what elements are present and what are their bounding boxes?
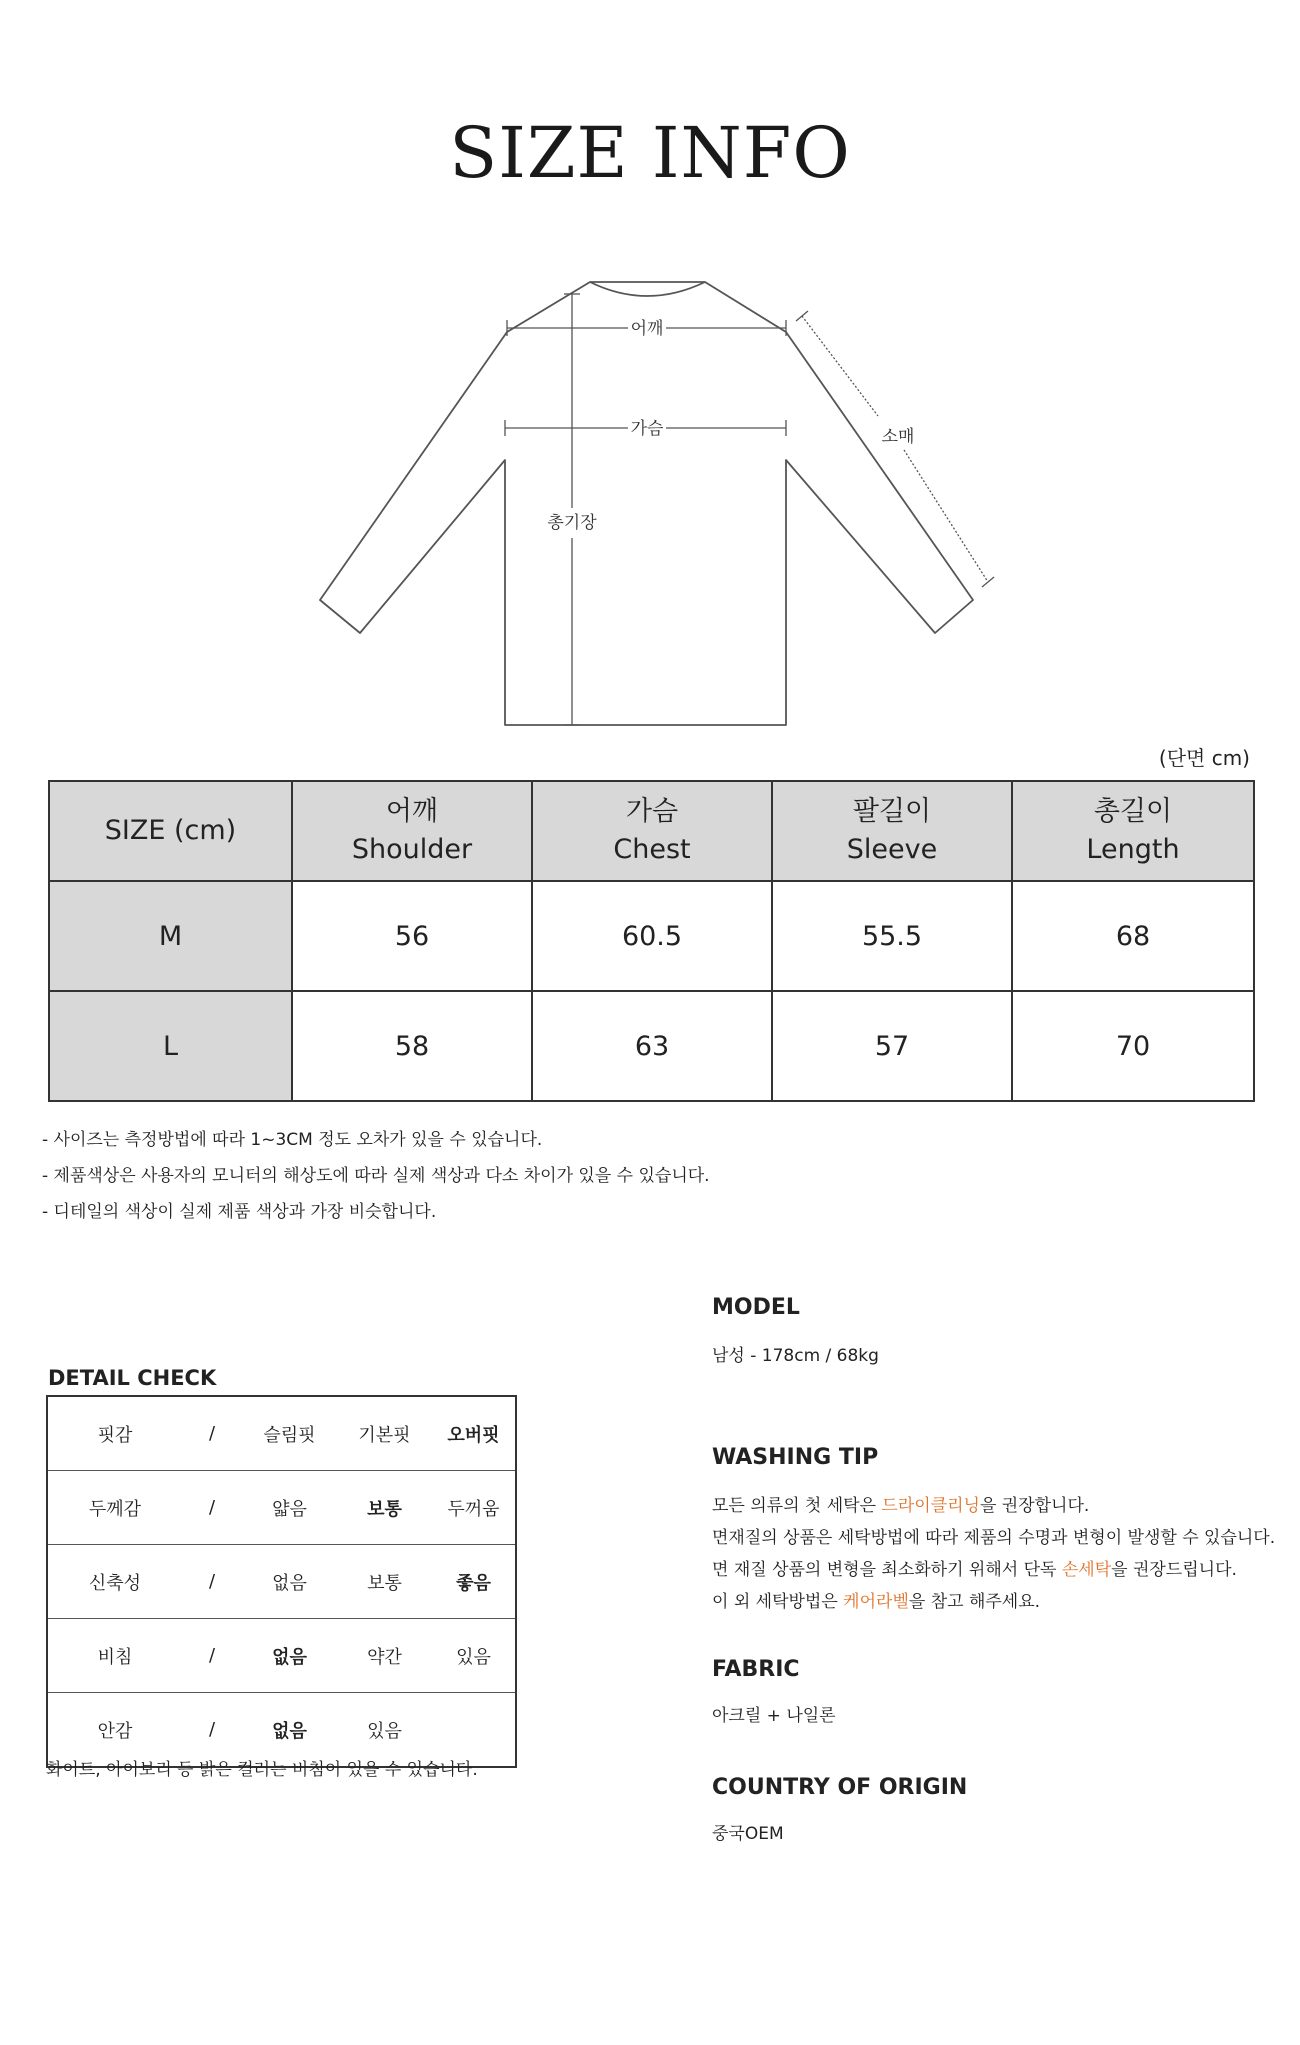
model-text: 남성 - 178cm / 68kg	[712, 1346, 879, 1366]
chest-label: 가슴	[630, 419, 664, 439]
unit-note: (단면 cm)	[1158, 746, 1250, 770]
separator: /	[182, 1471, 242, 1545]
detail-option: 없음	[242, 1545, 337, 1619]
detail-check-table	[46, 1395, 517, 1768]
table-row	[49, 991, 1254, 1101]
col-header-shoulder: 어깨 Shoulder	[292, 781, 532, 881]
note-item: - 사이즈는 측정방법에 따라 1~3CM 정도 오차가 있을 수 있습니다.	[42, 1130, 543, 1150]
detail-row	[47, 1471, 516, 1545]
detail-option: 얇음	[242, 1471, 337, 1545]
detail-row	[47, 1396, 516, 1471]
detail-row	[47, 1619, 516, 1693]
detail-option: 보통	[337, 1471, 432, 1545]
detail-option: 좋음	[432, 1545, 516, 1619]
detail-option: 약간	[337, 1619, 432, 1693]
length-label: 총기장	[547, 513, 597, 533]
detail-option: 없음	[242, 1619, 337, 1693]
detail-caption: 화이트, 아이보리 등 밝은 컬러는 비침이 있을 수 있습니다.	[46, 1760, 478, 1780]
detail-option: 기본핏	[337, 1396, 432, 1471]
detail-label: 신축성	[47, 1545, 182, 1619]
garment-diagram	[310, 270, 1010, 740]
size-table-header	[49, 781, 1254, 881]
table-cell: 68	[1012, 881, 1254, 991]
separator: /	[182, 1545, 242, 1619]
origin-title: COUNTRY OF ORIGIN	[712, 1775, 968, 1800]
detail-check-title: DETAIL CHECK	[48, 1366, 217, 1390]
detail-option: 오버핏	[432, 1396, 516, 1471]
washing-line: 면재질의 상품은 세탁방법에 따라 제품의 수명과 변형이 발생할 수 있습니다.	[712, 1528, 1276, 1548]
detail-option: 없음	[242, 1693, 337, 1768]
sweater-outline	[320, 282, 973, 725]
detail-label: 안감	[47, 1693, 182, 1768]
detail-label: 비침	[47, 1619, 182, 1693]
washing-tip-title: WASHING TIP	[712, 1445, 879, 1470]
detail-option: 있음	[337, 1693, 432, 1768]
washing-line: 면 재질 상품의 변형을 최소화하기 위해서 단독 손세탁을 권장드립니다.	[712, 1560, 1237, 1580]
separator: /	[182, 1396, 242, 1471]
washing-line: 이 외 세탁방법은 케어라벨을 참고 해주세요.	[712, 1592, 1041, 1612]
detail-row	[47, 1545, 516, 1619]
size-label: L	[49, 991, 292, 1101]
separator: /	[182, 1619, 242, 1693]
washing-line: 모든 의류의 첫 세탁은 드라이클리닝을 권장합니다.	[712, 1496, 1090, 1516]
washing-tip-text	[712, 1490, 1275, 1618]
table-cell: 60.5	[532, 881, 772, 991]
table-row	[49, 881, 1254, 991]
table-cell: 63	[532, 991, 772, 1101]
fabric-text: 아크릴 + 나일론	[712, 1706, 836, 1726]
detail-option: 보통	[337, 1545, 432, 1619]
page-title: SIZE INFO	[449, 112, 851, 194]
highlight-text: 케어라벨	[843, 1592, 909, 1612]
table-cell: 58	[292, 991, 532, 1101]
table-cell: 70	[1012, 991, 1254, 1101]
table-cell: 55.5	[772, 881, 1012, 991]
size-label: M	[49, 881, 292, 991]
sleeve-label: 소매	[881, 427, 915, 447]
fabric-title: FABRIC	[712, 1657, 800, 1682]
highlight-text: 손세탁	[1061, 1560, 1112, 1580]
col-header-sleeve: 팔길이 Sleeve	[772, 781, 1012, 881]
detail-option: 두꺼움	[432, 1471, 516, 1545]
col-header-length: 총길이 Length	[1012, 781, 1254, 881]
size-table	[48, 780, 1255, 1102]
shoulder-label: 어깨	[630, 319, 664, 339]
origin-text: 중국OEM	[712, 1824, 784, 1844]
size-notes	[42, 1122, 710, 1230]
col-header-chest: 가슴 Chest	[532, 781, 772, 881]
model-title: MODEL	[712, 1295, 800, 1320]
detail-label: 두께감	[47, 1471, 182, 1545]
highlight-text: 드라이클리닝	[881, 1496, 980, 1516]
detail-label: 핏감	[47, 1396, 182, 1471]
table-cell: 57	[772, 991, 1012, 1101]
separator: /	[182, 1693, 242, 1768]
note-item: - 디테일의 색상이 실제 제품 색상과 가장 비슷합니다.	[42, 1202, 437, 1222]
note-item: - 제품색상은 사용자의 모니터의 해상도에 따라 실제 색상과 다소 차이가 있을 수 있습니다.	[42, 1166, 710, 1186]
collar-outline	[590, 282, 705, 296]
size-header-corner: SIZE (cm)	[49, 781, 292, 881]
detail-option: 슬림핏	[242, 1396, 337, 1471]
detail-option: 있음	[432, 1619, 516, 1693]
table-cell: 56	[292, 881, 532, 991]
